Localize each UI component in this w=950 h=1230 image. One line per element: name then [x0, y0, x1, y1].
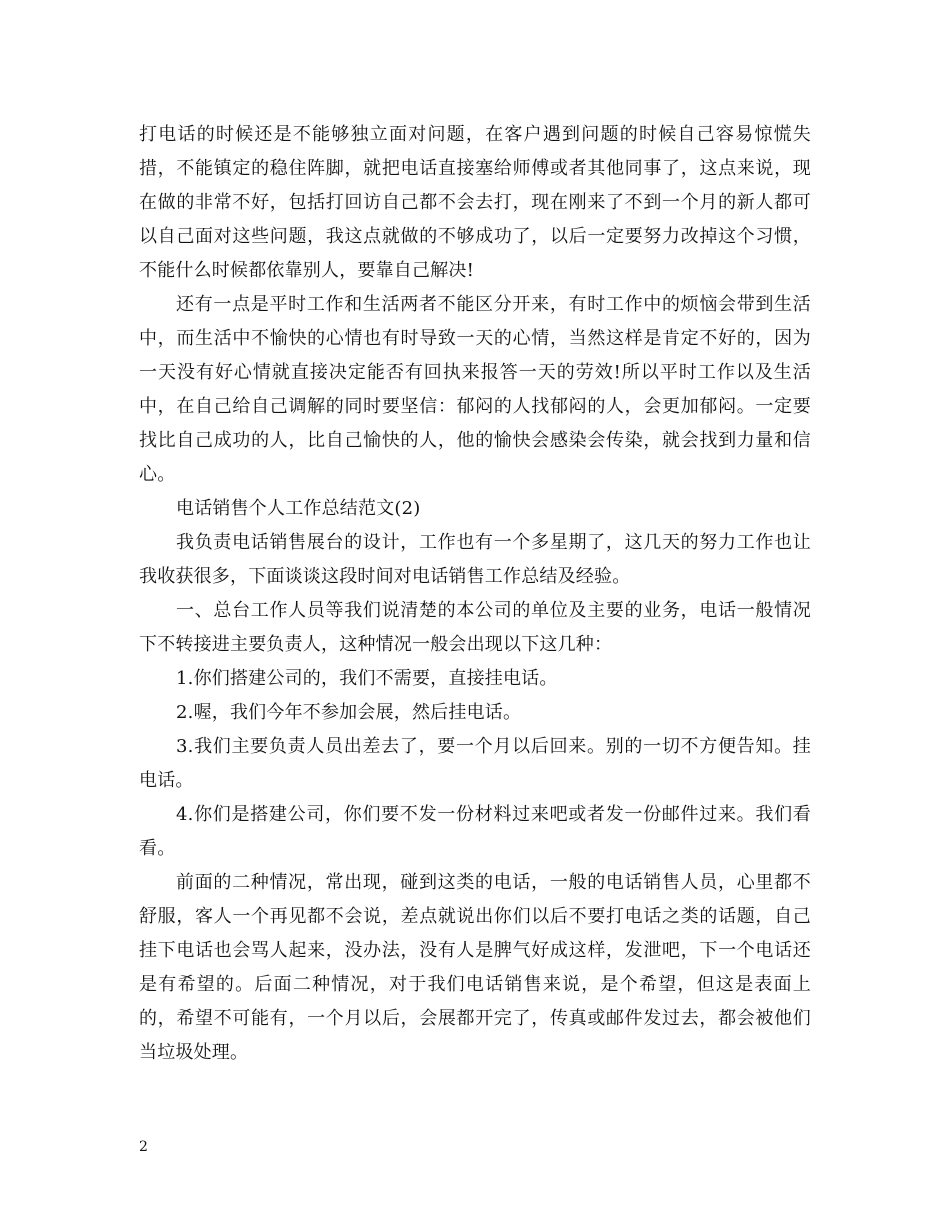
list-item-2: 2.喔，我们今年不参加会展，然后挂电话。: [176, 702, 522, 723]
paragraph-2: 还有一点是平时工作和生活两者不能区分开来，有时工作中的烦恼会带到生活中，而生活中不愉快的心情也有时导致一天的心情，当然这样是肯定不好的，因为一天没有好心情就直接决定能否有回执来报答一天的劳效!所以平时工作以及生活中，在自己给自己调解的同时要坚信：郁闷的人找郁闷的人，会更加郁闷。一定要找比自己成功的人，比自己愉快的人，他的愉快会感染会传染，就会找到力量和信心。: [139, 294, 811, 485]
list-item-3: 3.我们主要负责人员出差去了，要一个月以后回来。别的一切不方便告知。挂电话。: [139, 736, 811, 791]
section-heading: 电话销售个人工作总结范文(2): [176, 498, 421, 519]
paragraph-3: 我负责电话销售展台的设计，工作也有一个多星期了，这几天的努力工作也让我收获很多，下面谈谈这段时间对电话销售工作总结及经验。: [139, 532, 811, 587]
list-item-4: 4.你们是搭建公司，你们要不发一份材料过来吧或者发一份邮件过来。我们看看。: [139, 804, 811, 859]
paragraph-5: 前面的二种情况，常出现，碰到这类的电话，一般的电话销售人员，心里都不舒服，客人一个再见都不会说，差点就说出你们以后不要打电话之类的话题，自己挂下电话也会骂人起来，没办法，没有人是脾气好成这样，发泄吧，下一个电话还是有希望的。后面二种情况，对于我们电话销售来说，是个希望，但这是表面上的，希望不可能有，一个月以后，会展都开完了，传真或邮件发过去，都会被他们当垃圾处理。: [139, 872, 811, 1063]
document-body: [139, 118, 811, 1070]
list-item-1: 1.你们搭建公司的，我们不需要，直接挂电话。: [176, 668, 558, 689]
paragraph-4: 一、总台工作人员等我们说清楚的本公司的单位及主要的业务，电话一般情况下不转接进主要负责人，这种情况一般会出现以下这几种：: [139, 600, 811, 655]
page-number: 2: [139, 1139, 148, 1155]
paragraph-1: 打电话的时候还是不能够独立面对问题，在客户遇到问题的时候自己容易惊慌失措，不能镇定的稳住阵脚，就把电话直接塞给师傅或者其他同事了，这点来说，现在做的非常不好，包括打回访自己都不会去打，现在刚来了不到一个月的新人都可以自己面对这些问题，我这点就做的不够成功了，以后一定要努力改掉这个习惯，不能什么时候都依靠别人，要靠自己解决!: [139, 124, 811, 281]
